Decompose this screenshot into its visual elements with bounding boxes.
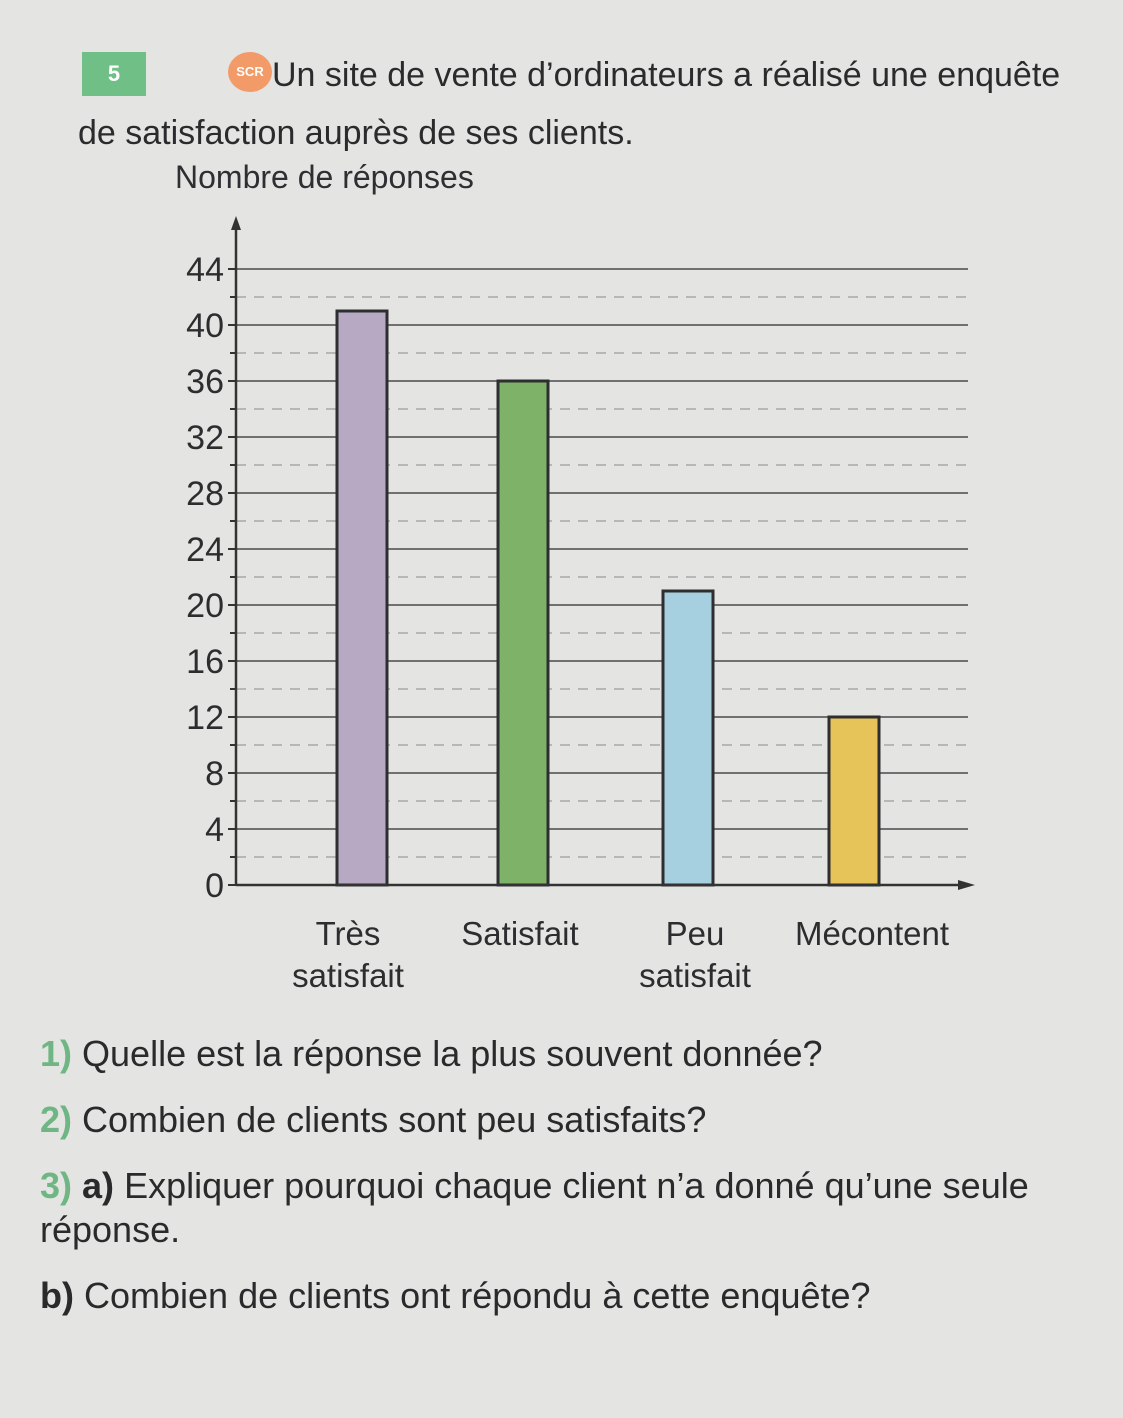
x-tick-label: [795, 915, 949, 952]
exercise-number-badge: 5: [82, 52, 146, 96]
y-axis-label: Nombre de réponses: [175, 159, 474, 195]
y-tick-label: 0: [205, 867, 224, 905]
questions: [40, 1032, 1110, 1340]
y-tick-label: 36: [186, 363, 224, 401]
bar-3: [663, 591, 713, 885]
x-axis-arrow: [958, 880, 975, 890]
question-3b-label: b): [40, 1275, 74, 1316]
bar-2: [498, 381, 548, 885]
question-3a-label: a): [82, 1165, 115, 1206]
y-tick-label: 24: [186, 531, 224, 569]
x-tick-label: [639, 915, 751, 994]
y-tick-label: 44: [186, 251, 224, 289]
y-tick-label: 28: [186, 475, 224, 513]
y-axis-arrow: [231, 216, 241, 230]
x-tick-label-line: satisfait: [292, 957, 404, 994]
y-tick-label: 4: [205, 811, 224, 849]
x-tick-label-line: satisfait: [639, 957, 751, 994]
question-3a-text: Expliquer pourquoi chaque client n’a donné qu’une seule réponse.: [40, 1165, 1029, 1250]
question-3-number: 3): [40, 1165, 73, 1206]
competence-icon: SCR: [228, 52, 272, 92]
x-tick-label: [292, 915, 404, 994]
x-axis-labels: [292, 915, 949, 994]
exercise-intro: Un site de vente d’ordinateurs a réalisé une enquête de satisfaction auprès de ses clients.: [78, 56, 1061, 152]
x-tick-label-line: Très: [315, 915, 381, 952]
y-tick-label: 8: [205, 755, 224, 793]
y-tick-label: 12: [186, 699, 224, 737]
y-tick-label: 32: [186, 419, 224, 457]
question-1-text: Quelle est la réponse la plus souvent donnée?: [82, 1033, 823, 1074]
question-3b: [40, 1274, 1110, 1318]
y-tick-label: 20: [186, 587, 224, 625]
question-1: [40, 1032, 1110, 1076]
question-3a: [40, 1164, 1110, 1252]
question-1-number: 1): [40, 1033, 73, 1074]
x-tick-label-line: Satisfait: [461, 915, 579, 952]
bars: [337, 311, 879, 885]
x-tick-label-line: Peu: [665, 915, 725, 952]
question-2-number: 2): [40, 1099, 73, 1140]
bar-4: [829, 717, 879, 885]
x-tick-label-line: Mécontent: [794, 915, 950, 952]
x-tick-label: [461, 915, 578, 952]
y-tick-label: 40: [186, 307, 224, 345]
question-2: [40, 1098, 1110, 1142]
bar-chart: [0, 150, 1123, 1010]
question-2-text: Combien de clients sont peu satisfaits?: [82, 1099, 707, 1140]
y-tick-label: 16: [186, 643, 224, 681]
bar-1: [337, 311, 387, 885]
question-3b-text: Combien de clients ont répondu à cette enquête?: [84, 1275, 871, 1316]
y-axis-ticks: [186, 251, 236, 905]
